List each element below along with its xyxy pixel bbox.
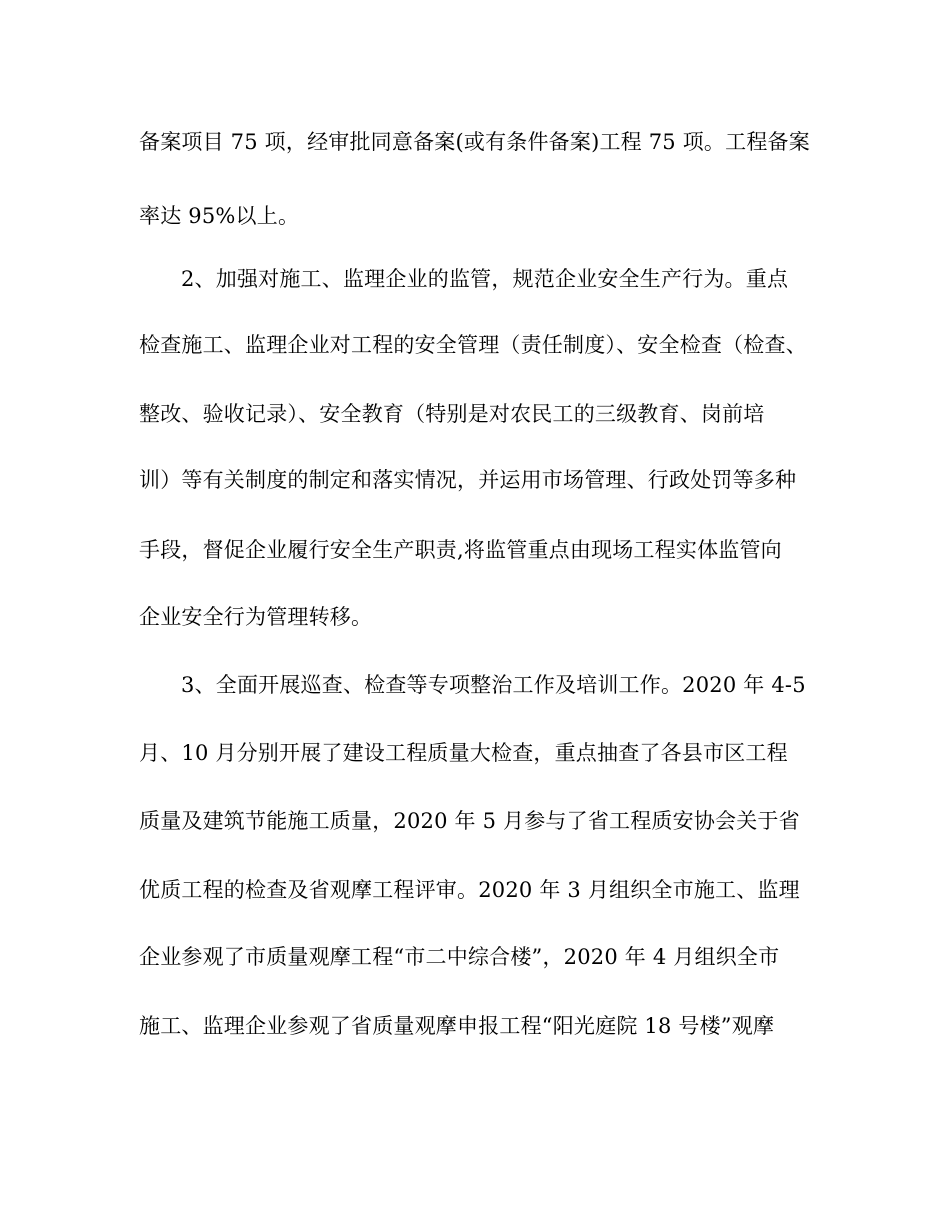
text-line-8: 企业安全行为管理转移。 <box>139 605 373 629</box>
text-line-13: 企业参观了市质量观摩工程“市二中综合楼”，2020 年 4 月组织全市 <box>139 945 780 969</box>
text-line-6: 训）等有关制度的制定和落实情况，并运用市场管理、行政处罚等多种 <box>139 468 797 492</box>
text-line-10: 月、10 月分别开展了建设工程质量大检查，重点抽查了各县市区工程 <box>139 741 788 765</box>
paragraph-3-first-line: 3、全面开展巡查、检查等专项整治工作及培训工作。2020 年 4-5 <box>181 673 806 697</box>
text-line-11: 质量及建筑节能施工质量，2020 年 5 月参与了省工程质安协会关于省 <box>139 809 800 833</box>
text-line-1: 备案项目 75 项，经审批同意备案(或有条件备案)工程 75 项。工程备案 <box>139 130 810 154</box>
text-line-4: 检查施工、监理企业对工程的安全管理（责任制度）、安全检查（检查、 <box>139 333 807 357</box>
text-line-5: 整改、验收记录）、安全教育（特别是对农民工的三级教育、岗前培 <box>139 402 765 426</box>
paragraph-2-first-line: 2、加强对施工、监理企业的监管，规范企业安全生产行为。重点 <box>181 267 789 291</box>
text-line-2: 率达 95%以上。 <box>139 204 300 228</box>
text-line-7: 手段，督促企业履行安全生产职责,将监管重点由现场工程实体监管向 <box>139 538 782 562</box>
text-line-12: 优质工程的检查及省观摩工程评审。2020 年 3 月组织全市施工、监理 <box>139 878 800 902</box>
text-line-14: 施工、监理企业参观了省质量观摩申报工程“阳光庭院 18 号楼”观摩 <box>139 1014 775 1038</box>
